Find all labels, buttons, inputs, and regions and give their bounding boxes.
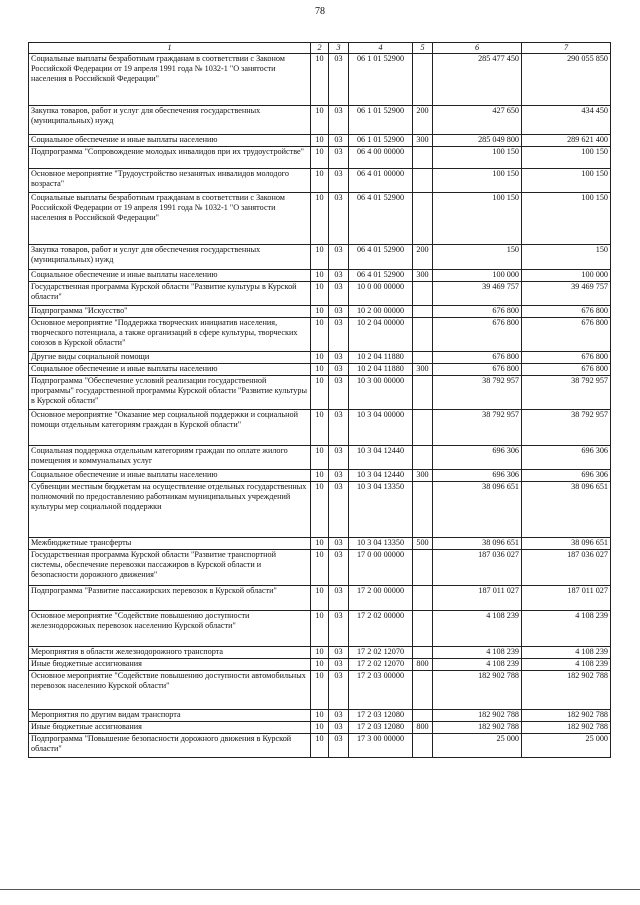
- row-sum-year-2: 4 108 239: [522, 659, 611, 671]
- row-name: Иные бюджетные ассигнования: [29, 659, 311, 671]
- table-row: [29, 586, 611, 611]
- row-name: Подпрограмма "Сопровождение молодых инвалидов при их трудоустройстве": [29, 147, 311, 169]
- row-sum-year-2: 39 469 757: [522, 282, 611, 306]
- row-name: Межбюджетные трансферты: [29, 538, 311, 550]
- row-expense-type: 300: [413, 135, 433, 147]
- row-expense-type: [413, 482, 433, 538]
- row-target-article: 10 2 04 11880: [349, 364, 413, 376]
- row-target-article: 17 2 02 12070: [349, 659, 413, 671]
- table-body: [29, 54, 611, 758]
- row-target-article: 06 4 01 52900: [349, 193, 413, 245]
- row-expense-type: [413, 586, 433, 611]
- row-target-article: 06 1 01 52900: [349, 106, 413, 135]
- row-sum-year-1: 696 306: [433, 446, 522, 470]
- row-sum-year-1: 285 049 800: [433, 135, 522, 147]
- row-subsection: 03: [329, 659, 349, 671]
- row-target-article: 06 4 01 52900: [349, 270, 413, 282]
- row-name: Государственная программа Курской области "Развитие транспортной системы, обеспечение перевозки пассажиров в Курской области и безопасности дорожного движения": [29, 550, 311, 586]
- row-section: 10: [311, 135, 329, 147]
- table-row: [29, 410, 611, 446]
- row-section: 10: [311, 106, 329, 135]
- row-sum-year-1: 182 902 788: [433, 722, 522, 734]
- row-expense-type: [413, 647, 433, 659]
- table-row: [29, 470, 611, 482]
- row-sum-year-1: 100 150: [433, 147, 522, 169]
- row-sum-year-1: 100 150: [433, 193, 522, 245]
- row-section: 10: [311, 710, 329, 722]
- row-subsection: 03: [329, 410, 349, 446]
- table-row: [29, 446, 611, 470]
- table-row: [29, 306, 611, 318]
- row-target-article: 10 2 04 11880: [349, 352, 413, 364]
- row-expense-type: [413, 54, 433, 106]
- row-target-article: 10 3 04 12440: [349, 446, 413, 470]
- row-section: 10: [311, 376, 329, 410]
- row-sum-year-1: 676 800: [433, 318, 522, 352]
- row-sum-year-1: 427 650: [433, 106, 522, 135]
- row-target-article: 17 2 03 00000: [349, 671, 413, 710]
- page-bottom-rule: [0, 889, 640, 890]
- row-target-article: 17 2 00 00000: [349, 586, 413, 611]
- row-section: 10: [311, 470, 329, 482]
- row-subsection: 03: [329, 647, 349, 659]
- row-sum-year-1: 676 800: [433, 364, 522, 376]
- row-expense-type: [413, 611, 433, 647]
- row-target-article: 17 2 03 12080: [349, 722, 413, 734]
- row-sum-year-2: 4 108 239: [522, 611, 611, 647]
- header-cell-6: 6: [433, 43, 522, 54]
- row-sum-year-2: 290 055 850: [522, 54, 611, 106]
- row-name: Другие виды социальной помощи: [29, 352, 311, 364]
- row-subsection: 03: [329, 282, 349, 306]
- row-name: Иные бюджетные ассигнования: [29, 722, 311, 734]
- row-section: 10: [311, 722, 329, 734]
- row-sum-year-1: 676 800: [433, 352, 522, 364]
- row-section: 10: [311, 538, 329, 550]
- row-sum-year-2: 38 096 651: [522, 538, 611, 550]
- row-sum-year-1: 39 469 757: [433, 282, 522, 306]
- row-target-article: 10 3 04 12440: [349, 470, 413, 482]
- row-target-article: 06 1 01 52900: [349, 135, 413, 147]
- row-subsection: 03: [329, 135, 349, 147]
- row-subsection: 03: [329, 722, 349, 734]
- row-sum-year-2: 434 450: [522, 106, 611, 135]
- row-target-article: 10 2 00 00000: [349, 306, 413, 318]
- row-expense-type: 300: [413, 270, 433, 282]
- row-name: Закупка товаров, работ и услуг для обеспечения государственных (муниципальных) нужд: [29, 245, 311, 270]
- header-cell-1: 1: [29, 43, 311, 54]
- row-section: 10: [311, 318, 329, 352]
- header-cell-7: 7: [522, 43, 611, 54]
- row-sum-year-2: 187 036 027: [522, 550, 611, 586]
- row-expense-type: 800: [413, 722, 433, 734]
- row-section: 10: [311, 169, 329, 193]
- row-expense-type: 500: [413, 538, 433, 550]
- row-name: Социальное обеспечение и иные выплаты населению: [29, 135, 311, 147]
- page-number: 78: [315, 6, 325, 17]
- row-sum-year-1: 696 306: [433, 470, 522, 482]
- table-row: [29, 538, 611, 550]
- row-subsection: 03: [329, 318, 349, 352]
- row-section: 10: [311, 352, 329, 364]
- row-subsection: 03: [329, 106, 349, 135]
- table-row: [29, 106, 611, 135]
- row-sum-year-1: 182 902 788: [433, 671, 522, 710]
- row-section: 10: [311, 734, 329, 758]
- row-expense-type: 200: [413, 245, 433, 270]
- row-sum-year-2: 38 792 957: [522, 410, 611, 446]
- row-subsection: 03: [329, 54, 349, 106]
- row-sum-year-1: 38 096 651: [433, 538, 522, 550]
- row-subsection: 03: [329, 710, 349, 722]
- row-name: Государственная программа Курской области "Развитие культуры в Курской области": [29, 282, 311, 306]
- row-expense-type: 300: [413, 470, 433, 482]
- row-name: Социальное обеспечение и иные выплаты населению: [29, 270, 311, 282]
- table-row: [29, 147, 611, 169]
- row-name: Социальное обеспечение и иные выплаты населению: [29, 470, 311, 482]
- row-section: 10: [311, 282, 329, 306]
- row-target-article: 10 2 04 00000: [349, 318, 413, 352]
- row-section: 10: [311, 550, 329, 586]
- table-row: [29, 482, 611, 538]
- row-expense-type: [413, 671, 433, 710]
- row-subsection: 03: [329, 611, 349, 647]
- row-subsection: 03: [329, 734, 349, 758]
- row-name: Социальная поддержка отдельным категориям граждан по оплате жилого помещения и коммунальных услуг: [29, 446, 311, 470]
- row-sum-year-2: 676 800: [522, 352, 611, 364]
- row-sum-year-2: 4 108 239: [522, 647, 611, 659]
- row-section: 10: [311, 270, 329, 282]
- row-name: Подпрограмма "Искусство": [29, 306, 311, 318]
- row-expense-type: [413, 306, 433, 318]
- row-subsection: 03: [329, 550, 349, 586]
- table-row: [29, 318, 611, 352]
- row-expense-type: [413, 282, 433, 306]
- header-cell-4: 4: [349, 43, 413, 54]
- row-subsection: 03: [329, 446, 349, 470]
- table-row: [29, 550, 611, 586]
- row-subsection: 03: [329, 364, 349, 376]
- row-expense-type: 300: [413, 364, 433, 376]
- row-sum-year-2: 182 902 788: [522, 722, 611, 734]
- row-target-article: 17 0 00 00000: [349, 550, 413, 586]
- row-sum-year-1: 4 108 239: [433, 647, 522, 659]
- row-subsection: 03: [329, 352, 349, 364]
- row-subsection: 03: [329, 270, 349, 282]
- row-expense-type: [413, 734, 433, 758]
- table-row: [29, 710, 611, 722]
- row-sum-year-2: 100 150: [522, 169, 611, 193]
- row-sum-year-1: 38 792 957: [433, 376, 522, 410]
- row-target-article: 17 3 00 00000: [349, 734, 413, 758]
- row-target-article: 10 3 04 13350: [349, 482, 413, 538]
- row-target-article: 17 2 02 12070: [349, 647, 413, 659]
- row-section: 10: [311, 193, 329, 245]
- row-sum-year-2: 150: [522, 245, 611, 270]
- row-section: 10: [311, 410, 329, 446]
- table-row: [29, 364, 611, 376]
- row-sum-year-1: 676 800: [433, 306, 522, 318]
- budget-table: [28, 42, 611, 758]
- row-section: 10: [311, 54, 329, 106]
- row-name: Основное мероприятие "Трудоустройство незанятых инвалидов молодого возраста": [29, 169, 311, 193]
- row-section: 10: [311, 364, 329, 376]
- row-expense-type: [413, 318, 433, 352]
- row-target-article: 10 3 00 00000: [349, 376, 413, 410]
- row-sum-year-1: 285 477 450: [433, 54, 522, 106]
- table-row: [29, 282, 611, 306]
- row-name: Мероприятия по другим видам транспорта: [29, 710, 311, 722]
- table-row: [29, 193, 611, 245]
- row-name: Субвенции местным бюджетам на осуществление отдельных государственных полномочий по предоставлению работникам муниципальных учреждений культуры мер социальной поддержки: [29, 482, 311, 538]
- table-row: [29, 245, 611, 270]
- row-name: Подпрограмма "Повышение безопасности дорожного движения в Курской области": [29, 734, 311, 758]
- table-row: [29, 647, 611, 659]
- row-name: Подпрограмма "Обеспечение условий реализации государственной программы" государственной программы Курской области "Развитие культуры в Курской области": [29, 376, 311, 410]
- row-sum-year-1: 4 108 239: [433, 611, 522, 647]
- row-target-article: 10 3 04 13350: [349, 538, 413, 550]
- row-sum-year-2: 182 902 788: [522, 671, 611, 710]
- table-row: [29, 270, 611, 282]
- row-expense-type: [413, 376, 433, 410]
- table-row: [29, 659, 611, 671]
- row-section: 10: [311, 482, 329, 538]
- row-sum-year-2: 187 011 027: [522, 586, 611, 611]
- row-name: Основное мероприятие "Оказание мер социальной поддержки и социальной помощи отдельным категориям граждан в Курской области": [29, 410, 311, 446]
- row-sum-year-1: 187 011 027: [433, 586, 522, 611]
- row-expense-type: [413, 446, 433, 470]
- row-sum-year-1: 100 000: [433, 270, 522, 282]
- table-row: [29, 671, 611, 710]
- row-sum-year-2: 100 150: [522, 193, 611, 245]
- row-section: 10: [311, 586, 329, 611]
- row-sum-year-2: 38 096 651: [522, 482, 611, 538]
- header-cell-2: 2: [311, 43, 329, 54]
- row-target-article: 17 2 02 00000: [349, 611, 413, 647]
- row-sum-year-2: 100 000: [522, 270, 611, 282]
- row-subsection: 03: [329, 470, 349, 482]
- row-expense-type: [413, 193, 433, 245]
- header-cell-5: 5: [413, 43, 433, 54]
- row-section: 10: [311, 245, 329, 270]
- row-name: Основное мероприятие "Содействие повышению доступности железнодорожных перевозок населению Курской области": [29, 611, 311, 647]
- row-section: 10: [311, 611, 329, 647]
- row-subsection: 03: [329, 169, 349, 193]
- row-sum-year-1: 150: [433, 245, 522, 270]
- row-sum-year-2: 289 621 400: [522, 135, 611, 147]
- row-name: Основное мероприятие "Содействие повышению доступности автомобильных перевозок населению Курской области": [29, 671, 311, 710]
- row-target-article: 10 0 00 00000: [349, 282, 413, 306]
- row-sum-year-1: 4 108 239: [433, 659, 522, 671]
- row-sum-year-1: 38 096 651: [433, 482, 522, 538]
- row-sum-year-2: 25 000: [522, 734, 611, 758]
- row-expense-type: [413, 710, 433, 722]
- row-expense-type: 200: [413, 106, 433, 135]
- row-expense-type: [413, 550, 433, 586]
- row-subsection: 03: [329, 245, 349, 270]
- row-sum-year-2: 38 792 957: [522, 376, 611, 410]
- row-sum-year-2: 676 800: [522, 364, 611, 376]
- row-expense-type: 800: [413, 659, 433, 671]
- row-target-article: 10 3 04 00000: [349, 410, 413, 446]
- table-row: [29, 611, 611, 647]
- row-target-article: 06 4 01 00000: [349, 169, 413, 193]
- row-subsection: 03: [329, 147, 349, 169]
- header-cell-3: 3: [329, 43, 349, 54]
- row-sum-year-2: 696 306: [522, 446, 611, 470]
- row-sum-year-2: 676 800: [522, 318, 611, 352]
- row-sum-year-2: 100 150: [522, 147, 611, 169]
- table-row: [29, 376, 611, 410]
- row-section: 10: [311, 659, 329, 671]
- row-subsection: 03: [329, 538, 349, 550]
- row-subsection: 03: [329, 306, 349, 318]
- row-subsection: 03: [329, 482, 349, 538]
- table-row: [29, 734, 611, 758]
- row-name: Социальные выплаты безработным гражданам в соответствии с Законом Российской Федерации от 19 апреля 1991 года № 1032-1 "О занятости населения в Российской Федерации": [29, 54, 311, 106]
- row-section: 10: [311, 147, 329, 169]
- row-name: Основное мероприятие "Поддержка творческих инициатив населения, творческого потенциала, а также организаций в сфере культуры, творческих союзов в Курской области": [29, 318, 311, 352]
- row-sum-year-1: 100 150: [433, 169, 522, 193]
- table-header-row: [29, 43, 611, 54]
- row-section: 10: [311, 671, 329, 710]
- row-section: 10: [311, 446, 329, 470]
- row-target-article: 17 2 03 12080: [349, 710, 413, 722]
- row-expense-type: [413, 352, 433, 364]
- row-sum-year-2: 676 800: [522, 306, 611, 318]
- row-target-article: 06 4 00 00000: [349, 147, 413, 169]
- row-target-article: 06 4 01 52900: [349, 245, 413, 270]
- row-subsection: 03: [329, 671, 349, 710]
- row-name: Мероприятия в области железнодорожного транспорта: [29, 647, 311, 659]
- row-sum-year-1: 38 792 957: [433, 410, 522, 446]
- table-row: [29, 722, 611, 734]
- row-subsection: 03: [329, 586, 349, 611]
- row-name: Социальные выплаты безработным гражданам в соответствии с Законом Российской Федерации от 19 апреля 1991 года № 1032-1 "О занятости населения в Российской Федерации": [29, 193, 311, 245]
- row-subsection: 03: [329, 376, 349, 410]
- table-row: [29, 135, 611, 147]
- row-subsection: 03: [329, 193, 349, 245]
- row-expense-type: [413, 410, 433, 446]
- table-row: [29, 169, 611, 193]
- row-sum-year-1: 187 036 027: [433, 550, 522, 586]
- row-name: Закупка товаров, работ и услуг для обеспечения государственных (муниципальных) нужд: [29, 106, 311, 135]
- row-sum-year-1: 182 902 788: [433, 710, 522, 722]
- row-sum-year-2: 182 902 788: [522, 710, 611, 722]
- row-section: 10: [311, 647, 329, 659]
- row-expense-type: [413, 147, 433, 169]
- row-name: Социальное обеспечение и иные выплаты населению: [29, 364, 311, 376]
- row-sum-year-2: 696 306: [522, 470, 611, 482]
- row-target-article: 06 1 01 52900: [349, 54, 413, 106]
- row-name: Подпрограмма "Развитие пассажирских перевозок в Курской области": [29, 586, 311, 611]
- row-expense-type: [413, 169, 433, 193]
- row-sum-year-1: 25 000: [433, 734, 522, 758]
- table-row: [29, 54, 611, 106]
- table-row: [29, 352, 611, 364]
- row-section: 10: [311, 306, 329, 318]
